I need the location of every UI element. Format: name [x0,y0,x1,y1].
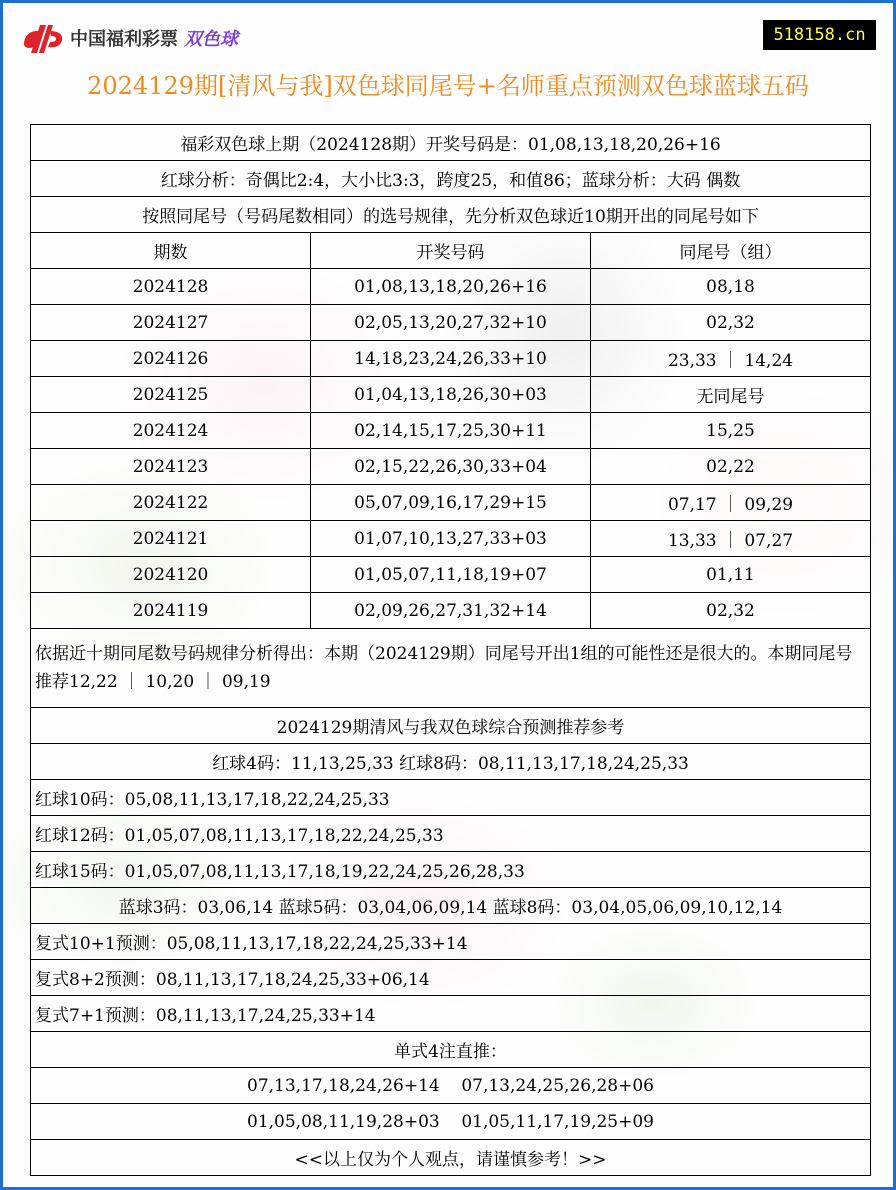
prediction-title-row [31,708,871,744]
single-row-2 [31,1104,871,1140]
table-row [31,269,871,305]
prediction-title: 2024129期清风与我双色球综合预测推荐参考 [31,708,871,744]
table-row [31,593,871,629]
issue-cell: 2024119 [31,593,311,629]
table-row [31,521,871,557]
column-header-issue: 期数 [31,233,311,269]
same-tail-cell: 无同尾号 [591,377,871,413]
red-12-text: 红球12码：01,05,07,08,11,13,17,18,22,24,25,33 [31,816,871,852]
conclusion-text: 依据近十期同尾数号码规律分析得出：本期（2024129期）同尾号开出1组的可能性还是很大的。本期同尾号推荐12,22 ｜ 10,20 ｜ 09,19 [31,629,871,708]
numbers-cell: 01,05,07,11,18,19+07 [311,557,591,593]
same-tail-cell: 02,22 [591,449,871,485]
numbers-cell: 02,05,13,20,27,32+10 [311,305,591,341]
issue-cell: 2024124 [31,413,311,449]
red-15-row [31,852,871,888]
disclaimer-text: <<以上仅为个人观点，请谨慎参考！>> [31,1140,871,1176]
same-tail-cell: 01,11 [591,557,871,593]
issue-cell: 2024123 [31,449,311,485]
numbers-cell: 02,15,22,26,30,33+04 [311,449,591,485]
same-tail-cell: 13,33 ｜ 07,27 [591,521,871,557]
table-row [31,341,871,377]
numbers-cell: 02,14,15,17,25,30+11 [311,413,591,449]
blue-row [31,888,871,924]
numbers-cell: 01,04,13,18,26,30+03 [311,377,591,413]
numbers-cell: 01,07,10,13,27,33+03 [311,521,591,557]
red-12-row [31,816,871,852]
last-draw-text: 福彩双色球上期（2024128期）开奖号码是：01,08,13,18,20,26+16 [31,125,871,161]
single-title: 单式4注直推： [31,1032,871,1068]
single-picks-1: 07,13,17,18,24,26+14 07,13,24,25,26,28+06 [31,1068,871,1104]
fushi-8-2-row [31,960,871,996]
fushi-8-2-text: 复式8+2预测：08,11,13,17,18,24,25,33+06,14 [31,960,871,996]
same-tail-cell: 15,25 [591,413,871,449]
issue-cell: 2024121 [31,521,311,557]
prediction-table [30,124,871,1176]
table-row [31,485,871,521]
intro-row [31,197,871,233]
table-row [31,557,871,593]
same-tail-cell: 02,32 [591,305,871,341]
last-draw-row [31,125,871,161]
fushi-10-1-text: 复式10+1预测：05,08,11,13,17,18,22,24,25,33+14 [31,924,871,960]
table-row [31,305,871,341]
site-badge: 518158.cn [763,20,876,50]
same-tail-cell: 08,18 [591,269,871,305]
table-row [31,449,871,485]
same-tail-cell: 07,17 ｜ 09,29 [591,485,871,521]
single-row-1 [31,1068,871,1104]
red-10-row [31,780,871,816]
conclusion-row [31,629,871,708]
issue-cell: 2024120 [31,557,311,593]
analysis-row [31,161,871,197]
table-row [31,413,871,449]
analysis-text: 红球分析：奇偶比2:4，大小比3:3，跨度25，和值86；蓝球分析：大码 偶数 [31,161,871,197]
same-tail-cell: 02,32 [591,593,871,629]
issue-cell: 2024126 [31,341,311,377]
cwl-logo [20,22,238,54]
logo-text: 中国福利彩票 [70,29,178,50]
column-header-numbers: 开奖号码 [311,233,591,269]
single-picks-2: 01,05,08,11,19,28+03 01,05,11,17,19,25+09 [31,1104,871,1140]
issue-cell: 2024125 [31,377,311,413]
column-header-same-tail: 同尾号（组） [591,233,871,269]
issue-cell: 2024128 [31,269,311,305]
cwl-logo-icon [20,22,64,54]
page-title: 2024129期[清风与我]双色球同尾号+名师重点预测双色球蓝球五码 [87,72,809,100]
blue-text: 蓝球3码：03,06,14 蓝球5码：03,04,06,09,14 蓝球8码：03,04,05,06,09,10,12,14 [31,888,871,924]
fushi-7-1-row [31,996,871,1032]
red-4-8-text: 红球4码：11,13,25,33 红球8码：08,11,13,17,18,24,25,33 [31,744,871,780]
single-title-row [31,1032,871,1068]
intro-text: 按照同尾号（号码尾数相同）的选号规律，先分析双色球近10期开出的同尾号如下 [31,197,871,233]
fushi-7-1-text: 复式7+1预测：08,11,13,17,24,25,33+14 [31,996,871,1032]
fushi-10-1-row [31,924,871,960]
same-tail-cell: 23,33 ｜ 14,24 [591,341,871,377]
red-15-text: 红球15码：01,05,07,08,11,13,17,18,19,22,24,25,26,28,33 [31,852,871,888]
disclaimer-row [31,1140,871,1176]
history-header-row [31,233,871,269]
issue-cell: 2024122 [31,485,311,521]
red-4-8-row [31,744,871,780]
issue-cell: 2024127 [31,305,311,341]
red-10-text: 红球10码：05,08,11,13,17,18,22,24,25,33 [31,780,871,816]
numbers-cell: 02,09,26,27,31,32+14 [311,593,591,629]
table-row [31,377,871,413]
numbers-cell: 01,08,13,18,20,26+16 [311,269,591,305]
logo-game-name: 双色球 [184,29,238,50]
numbers-cell: 05,07,09,16,17,29+15 [311,485,591,521]
numbers-cell: 14,18,23,24,26,33+10 [311,341,591,377]
